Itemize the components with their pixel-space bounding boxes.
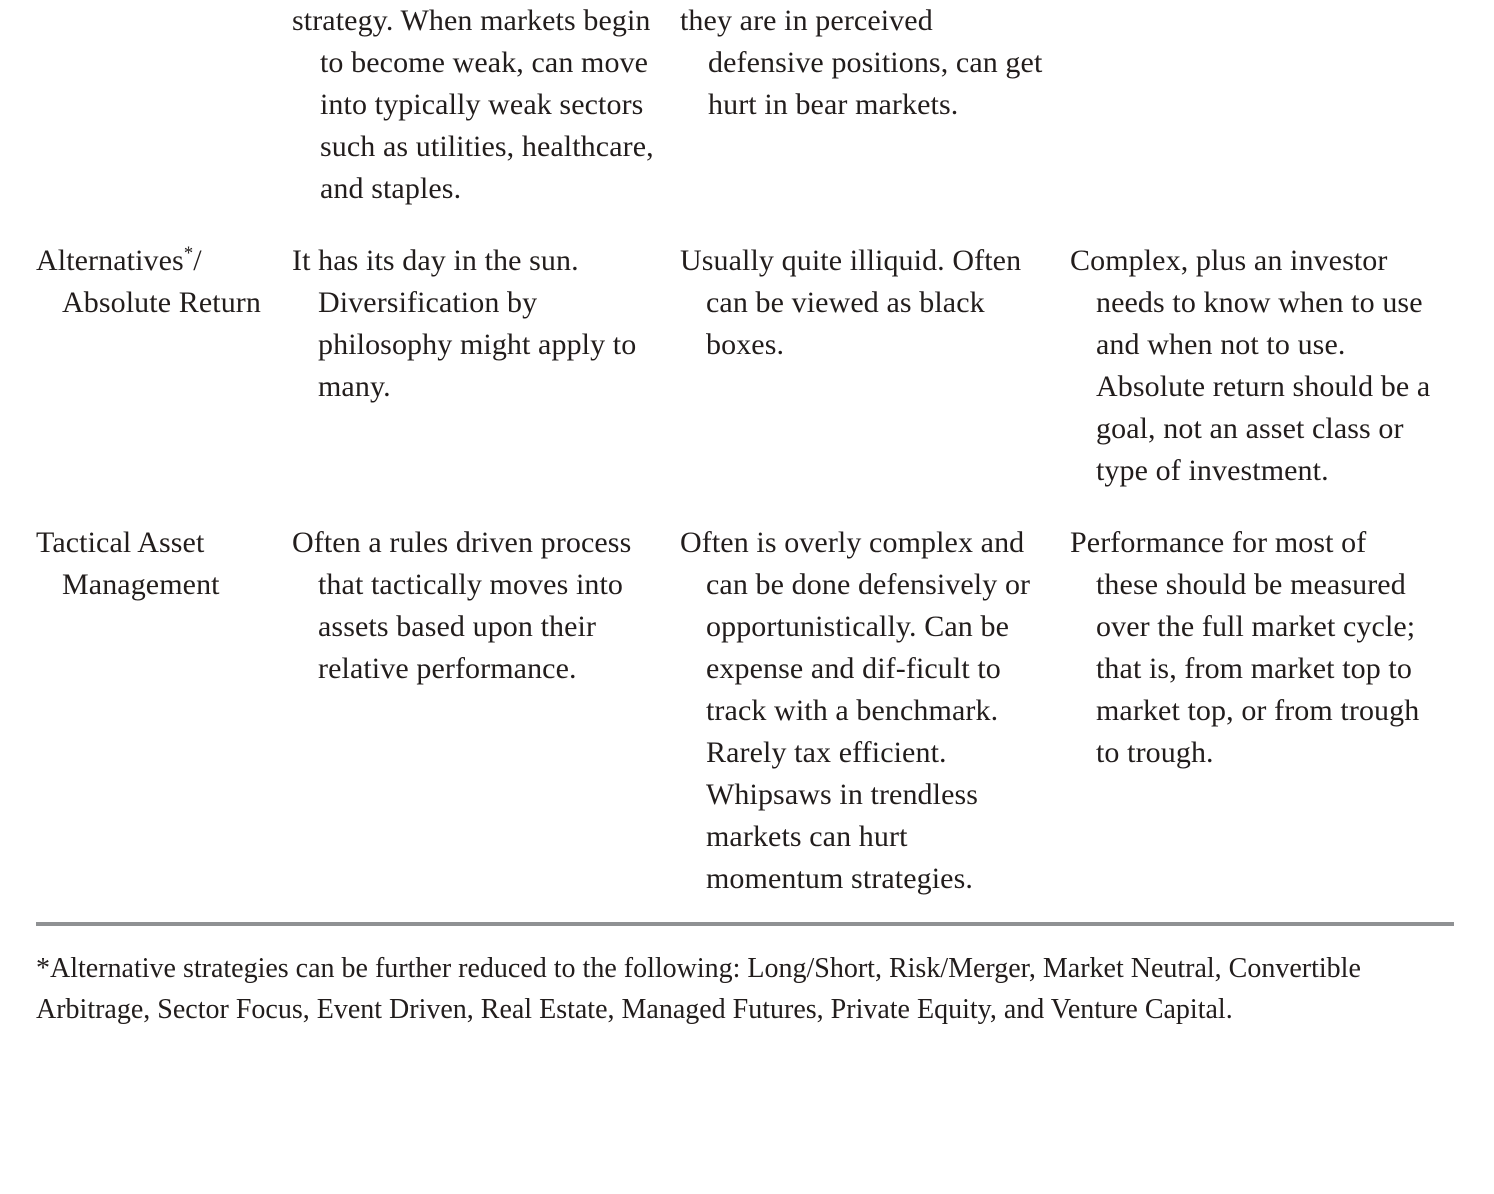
pros-text: Often a rules driven process that tactically moves into assets based upon their relative performance. <box>292 526 632 685</box>
notes-text: Complex, plus an investor needs to know when to use and when not to use. Absolute return should be a goal, not an asset class or type of investment. <box>1070 244 1431 487</box>
row-label-line1: Tactical Asset <box>36 526 205 559</box>
notes-cell <box>1070 0 1454 210</box>
row-label-line2: Management <box>62 568 220 601</box>
pros-cell <box>292 240 680 492</box>
footnote-text: Alternative strategies can be further reduced to the following: Long/Short, Risk/Merger, Market Neutral, Convertible Arbitrage, Sector Focus, Event Driven, Real Estate, Managed Futures, Private Equity, and Venture Capital. <box>36 953 1361 1025</box>
row-label-line1: Alternatives <box>36 244 184 277</box>
row-label-cell <box>36 522 292 900</box>
cons-text: they are in perceived defensive positions, can get hurt in bear markets. <box>680 4 1043 121</box>
cons-cell <box>680 0 1070 210</box>
table-bottom-rule <box>36 922 1454 926</box>
pros-text: strategy. When markets begin to become weak, can move into typically weak sectors such as utilities, healthcare, and staples. <box>292 4 654 205</box>
row-label-line2: Absolute <box>62 286 172 319</box>
table-row <box>36 0 1454 210</box>
row-spacer <box>36 492 1454 522</box>
pros-text: It has its day in the sun. Diversification by philosophy might apply to many. <box>292 244 637 403</box>
notes-cell <box>1070 522 1454 900</box>
row-label-line1-tail: / <box>193 244 202 277</box>
row-label-text <box>36 522 270 606</box>
cons-text: Often is overly complex and can be done defensively or opportunistically. Can be expense and dif-ficult to track with a benchmark. Rarely tax efficient. Whipsaws in trendless markets can hurt momentum strategies. <box>680 526 1031 895</box>
footnote <box>36 948 1376 1030</box>
notes-cell <box>1070 240 1454 492</box>
pros-cell <box>292 0 680 210</box>
table-row <box>36 522 1454 900</box>
notes-text: Performance for most of these should be measured over the full market cycle; that is, from market top to market top, or from trough to trough. <box>1070 526 1420 769</box>
cons-cell <box>680 240 1070 492</box>
row-label-cell <box>36 0 292 210</box>
pros-cell <box>292 522 680 900</box>
row-label-line3: Return <box>178 286 262 319</box>
cons-cell <box>680 522 1070 900</box>
cons-text: Usually quite illiquid. Often can be viewed as black boxes. <box>680 244 1022 361</box>
table-row <box>36 240 1454 492</box>
row-spacer <box>36 210 1454 240</box>
row-label-cell <box>36 240 292 492</box>
row-label-text <box>36 240 270 324</box>
footnote-marker-inline: * <box>183 243 194 264</box>
footnote-marker: * <box>36 953 50 984</box>
comparison-table <box>36 0 1454 900</box>
